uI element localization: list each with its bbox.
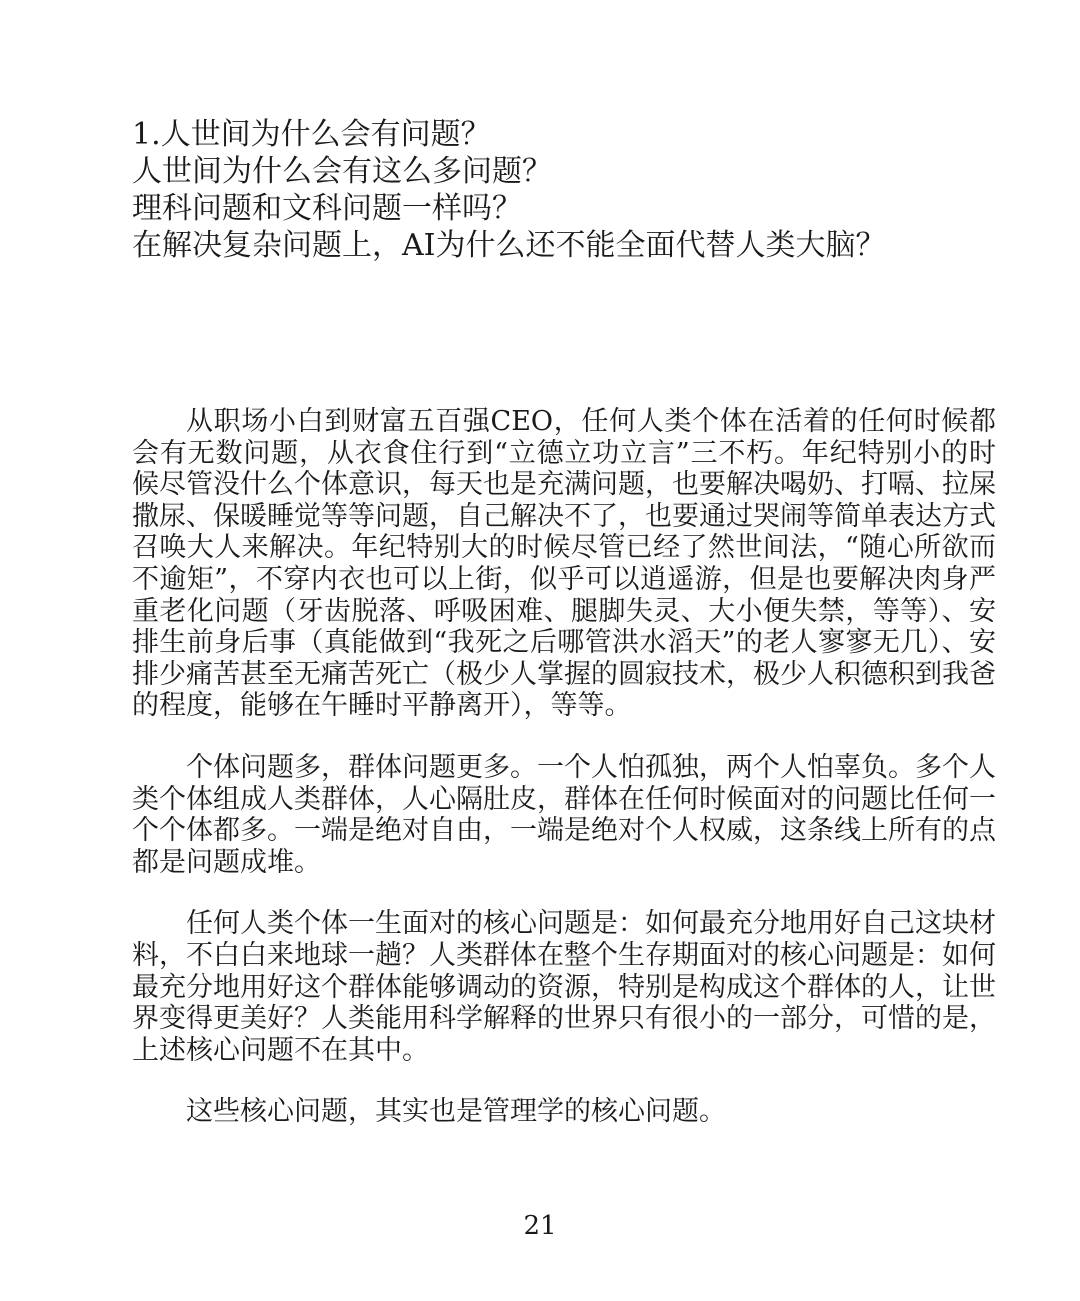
chapter-heading — [132, 116, 1032, 264]
heading-line: 人世间为什么会有这么多问题？ — [132, 154, 552, 189]
paragraph: 任何人类个体一生面对的核心问题是：如何最充分地用好自己这块材料，不白白来地球一趟？人类群体在整个生存期面对的核心问题是：如何最充分地用好这个群体能够调动的资源，特别是构成这个群体的人，让世界变得更美好？人类能用科学解释的世界只有很小的一部分，可惜的是，上述核心问题不在其中。 — [132, 908, 996, 1066]
body-text — [132, 406, 996, 1128]
heading-line: 1.人世间为什么会有问题？ — [132, 117, 491, 152]
paragraph: 从职场小白到财富五百强CEO，任何人类个体在活着的任何时候都会有无数问题，从衣食住行到“立德立功立言”三不朽。年纪特别小的时候尽管没什么个体意识，每天也是充满问题，也要解决喝奶、打嗝、拉屎撒尿、保暖睡觉等等问题，自己解决不了，也要通过哭闹等简单表达方式召唤大人来解决。年纪特别大的时候尽管已经了然世间法，“随心所欲而不逾矩”，不穿内衣也可以上街，似乎可以逍遥游，但是也要解决肉身严重老化问题（牙齿脱落、呼吸困难、腿脚失灵、大小便失禁，等等）、安排生前身后事（真能做到“我死之后哪管洪水滔天”的老人寥寥无几）、安排少痛苦甚至无痛苦死亡（极少人掌握的圆寂技术，极少人积德积到我爸的程度，能够在午睡时平静离开），等等。 — [132, 406, 996, 722]
page-number: 21 — [523, 1211, 557, 1241]
heading-line: 在解决复杂问题上，AI为什么还不能全面代替人类大脑？ — [132, 228, 886, 263]
paragraph: 这些核心问题，其实也是管理学的核心问题。 — [186, 1096, 726, 1128]
paragraph: 个体问题多，群体问题更多。一个人怕孤独，两个人怕辜负。多个人类个体组成人类群体，人心隔肚皮，群体在任何时候面对的问题比任何一个个体都多。一端是绝对自由，一端是绝对个人权威，这条线上所有的点都是问题成堆。 — [132, 751, 996, 878]
heading-line: 理科问题和文科问题一样吗？ — [132, 191, 522, 226]
